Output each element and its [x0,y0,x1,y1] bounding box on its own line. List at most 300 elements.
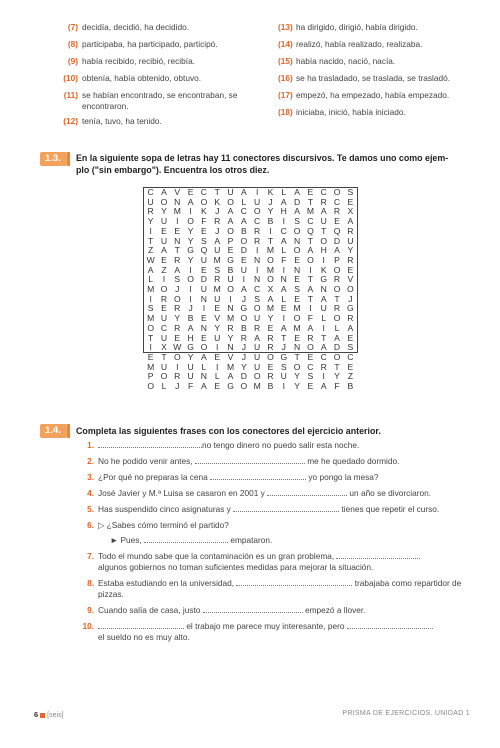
grid-letter: A [227,206,234,217]
grid-letter: R [333,206,341,217]
grid-letter: U [254,342,261,353]
grid-letter: Y [294,371,300,382]
grid-letter: H [280,206,287,217]
grid-letter: E [174,225,181,236]
grid-letter: M [306,206,314,217]
grid-letter: U [147,196,154,207]
grid-letter: A [240,284,247,295]
grid-letter: Y [187,225,194,236]
grid-letter: N [200,293,208,304]
grid-letter: E [307,351,314,362]
grid-letter: A [280,196,287,207]
grid-letter: I [282,216,285,227]
grid-letter: A [347,216,354,227]
grid-letter: N [293,264,301,275]
grid-letter: R [267,342,274,353]
grid-letter: I [282,381,285,392]
grid-letter: E [147,351,154,362]
grid-letter: E [161,303,167,314]
book-title: PRISMA DE EJERCICIOS. UNIDAD 1 [342,710,470,717]
section-badge: 1.4. [40,424,67,438]
grid-letter: M [147,361,155,372]
grid-letter: Y [161,206,167,217]
grid-letter: W [146,254,155,265]
grid-letter: X [161,342,167,353]
grid-letter: Y [214,322,221,333]
answer-item: (11) se habían encontrado, se encontraban, se encontraron. [63,90,238,111]
grid-letter: I [255,245,259,256]
grid-letter: O [307,342,314,353]
answer-item: (7) decidía, decidió, ha decidido. [67,22,190,32]
grid-letter: V [174,187,181,197]
grid-letter: A [294,206,300,217]
grid-letter: Q [307,225,314,236]
grid-letter: C [333,196,341,207]
grid-letter: U [160,235,168,246]
grid-letter: T [267,235,274,246]
grid-letter: O [200,196,208,207]
grid-letter: E [227,245,234,256]
grid-letter: D [240,245,247,256]
grid-letter: T [307,235,314,246]
grid-letter: C [307,361,314,372]
grid-letter: U [240,264,247,275]
grid-letter: R [254,322,261,333]
grid-letter: N [227,342,234,353]
grid-letter: Z [148,245,154,256]
grid-letter: M [266,303,275,314]
grid-letter: I [176,216,179,227]
grid-letter: L [334,322,340,333]
grid-letter: A [334,332,340,343]
grid-letter: G [320,274,328,285]
grid-letter: E [347,332,354,343]
grid-letter: O [240,313,248,324]
grid-letter: B [240,322,247,333]
grid-letter: E [201,225,207,236]
grid-letter: L [281,187,287,197]
grid-letter: O [240,235,248,246]
grid-letter: L [321,313,327,324]
grid-letter: J [241,293,246,304]
grid-letter: E [161,225,167,236]
grid-letter: C [254,216,261,227]
grid-letter: C [147,187,154,197]
grid-letter: N [227,303,234,314]
grid-letter: O [227,225,234,236]
grid-letter: O [200,342,208,353]
grid-letter: S [254,293,261,304]
grid-letter: D [293,196,301,207]
grid-letter: S [214,264,221,275]
grid-letter: O [253,206,261,217]
grid-letter: A [347,322,354,333]
grid-letter: L [241,196,247,207]
grid-letter: I [189,264,192,275]
grid-letter: J [215,206,220,217]
grid-letter: I [149,342,152,353]
answer-item: (18) iniciaba, inició, había iniciado. [278,107,406,117]
grid-letter: G [187,342,194,353]
grid-letter: Y [227,332,234,343]
grid-letter: O [187,216,194,227]
grid-letter: T [161,351,167,362]
grid-letter: C [200,187,208,197]
grid-letter: O [293,361,301,372]
grid-letter: I [322,322,325,333]
grid-letter: G [280,351,288,362]
grid-letter: N [174,235,181,246]
grid-letter: U [187,361,194,372]
grid-letter: T [321,225,327,236]
grid-letter: Y [267,313,274,324]
grid-letter: U [227,274,234,285]
grid-letter: C [280,225,287,236]
grid-letter: I [216,361,219,372]
grid-letter: I [282,313,285,324]
grid-letter: I [309,303,312,314]
grid-letter: M [226,313,235,324]
grid-letter: C [160,322,168,333]
grid-letter: R [160,293,168,304]
grid-letter: K [214,196,221,207]
grid-letter: L [214,371,220,382]
grid-letter: E [267,361,274,372]
grid-letter: C [307,216,314,227]
grid-letter: T [307,274,314,285]
grid-letter: P [147,371,154,382]
grid-letter: O [267,274,274,285]
grid-letter: I [189,284,192,295]
grid-letter: U [160,332,168,343]
grid-letter: F [201,216,207,227]
grid-letter: Y [334,371,340,382]
grid-letter: V [227,351,234,362]
grid-letter: O [333,313,341,324]
grid-letter: M [173,206,181,217]
grid-letter: J [188,303,193,314]
grid-letter: H [187,332,194,343]
grid-letter: U [200,254,208,265]
grid-letter: A [227,216,234,227]
grid-letter: A [161,245,167,256]
grid-letter: O [160,371,168,382]
grid-letter: E [187,187,194,197]
grid-letter: K [201,206,207,217]
grid-letter: A [267,293,274,304]
grid-letter: O [333,264,341,275]
grid-letter: R [347,313,354,324]
grid-letter: B [267,216,274,227]
grid-letter: E [240,254,247,265]
grid-letter: R [174,303,181,314]
page-number: 6 [seis] [34,710,64,719]
grid-letter: E [347,196,354,207]
grid-letter: U [160,361,168,372]
grid-letter: J [348,293,353,304]
grid-letter: S [201,235,207,246]
grid-letter: J [175,381,180,392]
grid-letter: R [254,235,261,246]
section-instructions: Completa las siguientes frases con los conectores del ejercicio anterior. [76,426,381,436]
grid-letter: T [294,351,300,362]
grid-letter: U [187,371,194,382]
answer-item: (8) participaba, ha participado, participó. [67,39,218,49]
grid-letter: S [147,303,154,314]
grid-letter: U [254,361,261,372]
grid-letter: O [147,322,154,333]
grid-letter: R [267,332,274,343]
grid-letter: R [214,274,221,285]
grid-letter: Y [187,351,194,362]
grid-letter: B [347,381,354,392]
grid-letter: A [307,284,314,295]
grid-letter: U [280,371,287,382]
section-instructions: En la siguiente sopa de letras hay 11 conectores discursivos. Te damos uno como ejem- plo ("sin embargo"). Encuentra los otros diez. [76,153,449,175]
grid-letter: O [347,284,354,295]
grid-letter: C [254,284,261,295]
grid-letter: O [173,351,181,362]
grid-letter: M [293,322,301,333]
grid-letter: J [215,225,220,236]
grid-letter: I [229,293,232,304]
grid-letter: A [214,235,221,246]
grid-letter: O [267,254,274,265]
grid-letter: A [201,381,207,392]
grid-letter: N [174,196,181,207]
grid-letter: C [320,187,327,197]
grid-letter: I [322,371,325,382]
grid-letter: R [254,225,261,236]
grid-letter: Y [267,206,274,217]
grid-letter: A [320,293,327,304]
grid-letter: D [240,371,247,382]
grid-letter: I [242,274,246,285]
grid-letter: N [293,235,301,246]
grid-letter: N [320,284,327,295]
grid-letter: G [227,254,234,265]
grid-letter: R [174,371,181,382]
grid-letter: Z [347,371,353,382]
grid-letter: A [294,187,300,197]
grid-letter: B [267,381,274,392]
grid-letter: B [240,225,247,236]
grid-letter: O [293,225,301,236]
grid-letter: F [281,254,287,265]
grid-letter: G [240,303,248,314]
grid-letter: C [347,351,354,362]
grid-letter: R [174,322,181,333]
grid-letter: R [333,274,341,285]
grid-letter: Q [333,225,341,236]
grid-letter: I [162,274,166,285]
grid-letter: Y [187,235,194,246]
grid-letter: L [281,245,287,256]
grid-letter: S [307,371,314,382]
grid-letter: A [187,196,194,207]
grid-letter: Y [294,381,300,392]
grid-letter: M [213,254,221,265]
grid-letter: U [214,293,221,304]
grid-letter: E [294,332,300,343]
grid-letter: U [160,216,168,227]
grid-letter: L [148,274,154,285]
grid-letter: O [307,254,314,265]
grid-letter: T [174,245,180,256]
grid-letter: E [214,381,221,392]
grid-letter: M [213,284,221,295]
grid-letter: A [280,235,287,246]
grid-letter: A [254,332,261,343]
grid-letter: T [307,196,314,207]
grid-letter: E [174,332,181,343]
grid-letter: V [214,313,221,324]
grid-letter: U [214,245,221,256]
grid-letter: S [347,187,354,197]
grid-letter: I [189,293,192,304]
answer-item: (10) obtenía, había obtenido, obtuvo. [63,73,202,83]
grid-letter: M [266,264,275,275]
grid-letter: T [214,187,220,197]
grid-letter: O [227,284,234,295]
grid-letter: E [201,313,207,324]
grid-letter: P [334,254,340,265]
grid-letter: E [307,187,314,197]
grid-letter: Y [147,216,154,227]
grid-letter: G [347,303,354,314]
grid-letter: R [174,254,181,265]
grid-letter: K [320,264,327,275]
grid-letter: O [253,303,261,314]
grid-letter: M [226,361,235,372]
grid-letter: F [334,381,340,392]
grid-letter: I [282,264,285,275]
grid-letter: I [149,225,152,236]
grid-letter: F [307,313,314,324]
grid-letter: E [347,264,354,275]
grid-letter: O [333,187,341,197]
grid-letter: N [280,274,287,285]
grid-letter: M [147,284,155,295]
grid-letter: E [347,361,354,372]
grid-letter: L [201,361,207,372]
grid-letter: E [267,322,274,333]
grid-letter: G [227,381,234,392]
grid-letter: I [309,264,312,275]
grid-letter: T [334,361,340,372]
grid-letter: X [347,206,354,217]
grid-letter: N [200,322,208,333]
grid-letter: T [334,293,340,304]
grid-letter: O [293,245,301,256]
grid-letter: A [174,264,181,275]
grid-letter: C [320,351,327,362]
grid-letter: F [187,381,194,392]
grid-letter: D [333,342,341,353]
grid-letter: O [320,235,328,246]
grid-letter: O [240,381,248,392]
grid-letter: C [240,206,247,217]
answer-item: (12) tenía, tuvo, ha tenido. [63,116,162,126]
grid-letter: A [307,245,314,256]
grid-letter: N [293,342,301,353]
grid-letter: S [294,216,300,227]
grid-letter: O [267,351,274,362]
section-badge: 1.3. [40,152,67,166]
grid-letter: A [307,322,314,333]
grid-letter: R [347,254,354,265]
grid-letter: U [254,313,261,324]
grid-letter: U [227,187,234,197]
grid-letter: O [333,351,341,362]
grid-letter: R [240,332,247,343]
square-icon [40,713,45,718]
grid-letter: J [268,196,273,207]
grid-letter: R [307,332,314,343]
grid-letter: A [201,351,207,362]
grid-letter: Y [187,254,194,265]
grid-letter: J [281,342,286,353]
grid-letter: B [227,264,234,275]
grid-letter: I [176,361,179,372]
grid-letter: A [320,381,327,392]
answer-item: (15) había nacido, nació, nacía. [278,56,396,66]
grid-letter: Y [347,245,354,256]
grid-letter: N [200,371,208,382]
grid-letter: O [173,293,181,304]
grid-letter: G [187,245,194,256]
grid-letter: U [254,351,261,362]
grid-letter: E [161,254,167,265]
grid-letter: O [147,381,154,392]
grid-letter: P [227,235,234,246]
grid-letter: O [187,274,194,285]
grid-letter: E [280,303,287,314]
grid-letter: E [294,293,300,304]
grid-letter: O [227,196,234,207]
grid-letter: R [227,322,234,333]
grid-letter: E [334,216,340,227]
grid-letter: J [241,351,246,362]
grid-letter: S [174,274,181,285]
grid-letter: N [254,254,261,265]
grid-letter: A [320,342,327,353]
grid-letter: O [160,284,168,295]
grid-letter: R [214,216,221,227]
grid-letter: O [160,196,168,207]
grid-letter: A [240,187,247,197]
grid-letter: A [280,284,287,295]
word-search-grid [143,187,358,392]
grid-letter: T [321,332,327,343]
grid-letter: S [280,361,287,372]
grid-letter: O [253,371,261,382]
grid-letter: L [161,381,167,392]
grid-letter: Z [161,264,167,275]
grid-letter: K [267,187,274,197]
grid-letter: W [173,342,182,353]
answer-item: (17) empezó, ha empezado, había empezado. [278,90,450,100]
grid-letter: U [347,235,354,246]
grid-letter: R [147,206,154,217]
grid-letter: Y [240,361,247,372]
grid-letter: J [241,342,246,353]
grid-letter: T [307,293,314,304]
grid-letter: V [347,274,354,285]
grid-letter: N [254,274,261,285]
grid-letter: I [202,303,206,314]
grid-letter: E [294,254,300,265]
